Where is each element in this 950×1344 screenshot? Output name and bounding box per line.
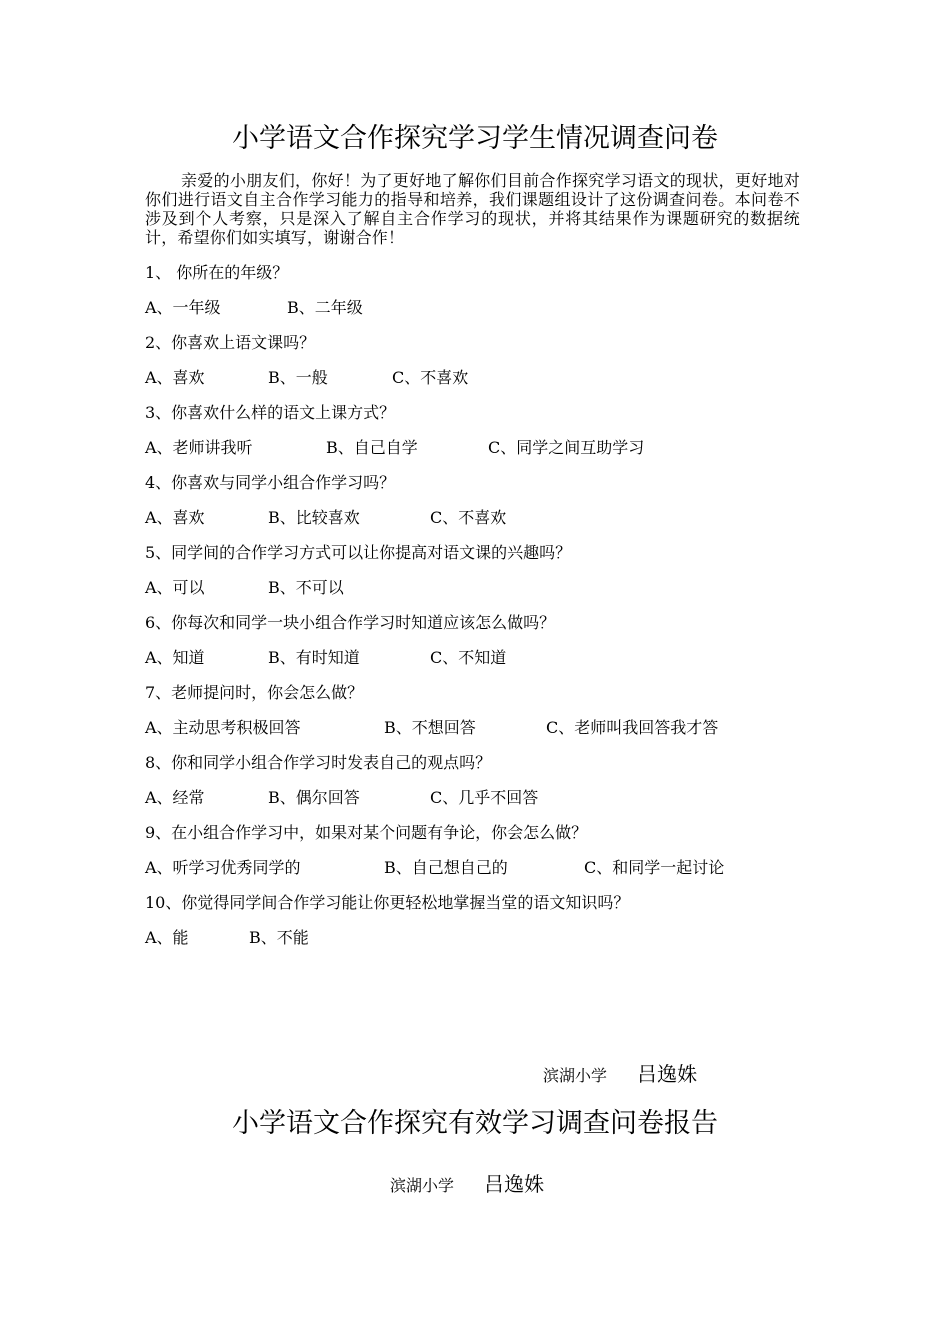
option-10b: B、不能: [249, 928, 309, 947]
option-4c: C、不喜欢: [430, 508, 507, 527]
option-7a: A、主动思考积极回答: [145, 718, 301, 737]
options-2: [145, 368, 468, 388]
question-4: 4、你喜欢与同学小组合作学习吗？: [145, 473, 396, 492]
options-4: [145, 508, 506, 528]
options-5: [145, 578, 344, 598]
report-title: 小学语文合作探究有效学习调查问卷报告: [232, 1108, 718, 1139]
question-1: 1、 你所在的年级？: [145, 263, 289, 282]
report-signature: [390, 1168, 544, 1197]
options-6: [145, 648, 506, 668]
survey-signature: [543, 1058, 697, 1087]
report-school-name: 滨湖小学: [390, 1176, 455, 1195]
option-3b: B、自己自学: [326, 438, 418, 457]
question-7: 7、老师提问时，你会怎么做？: [145, 683, 364, 702]
survey-intro: 亲爱的小朋友们，你好！为了更好地了解你们目前合作探究学习语文的现状，更好地对你们进行语文自主合作学习能力的指导和培养，我们课题组设计了这份调查问卷。本问卷不涉及到个人考察，只是深入了解自主合作学习的现状，并将其结果作为课题研究的数据统计，希望你们如实填写，谢谢合作！: [145, 171, 800, 247]
question-10: 10、你觉得同学间合作学习能让你更轻松地掌握当堂的语文知识吗？: [145, 893, 630, 912]
option-2c: C、不喜欢: [392, 368, 469, 387]
school-name: 滨湖小学: [543, 1066, 608, 1085]
option-8b: B、偶尔回答: [268, 788, 360, 807]
question-3: 3、你喜欢什么样的语文上课方式？: [145, 403, 396, 422]
option-2b: B、一般: [268, 368, 328, 387]
options-7: [145, 718, 718, 738]
question-5: 5、同学间的合作学习方式可以让你提高对语文课的兴趣吗？: [145, 543, 572, 562]
option-5b: B、不可以: [268, 578, 344, 597]
option-5a: A、可以: [145, 578, 205, 597]
option-2a: A、喜欢: [145, 368, 205, 387]
question-8: 8、你和同学小组合作学习时发表自己的观点吗？: [145, 753, 492, 772]
question-9: 9、在小组合作学习中，如果对某个问题有争论，你会怎么做？: [145, 823, 588, 842]
option-4b: B、比较喜欢: [268, 508, 360, 527]
option-7c: C、老师叫我回答我才答: [546, 718, 719, 737]
options-3: [145, 438, 644, 458]
option-9a: A、听学习优秀同学的: [145, 858, 301, 877]
option-7b: B、不想回答: [384, 718, 476, 737]
option-6b: B、有时知道: [268, 648, 360, 667]
report-author-name: 吕逸姝: [484, 1172, 545, 1196]
option-8c: C、几乎不回答: [430, 788, 539, 807]
option-4a: A、喜欢: [145, 508, 205, 527]
option-6c: C、不知道: [430, 648, 507, 667]
author-name: 吕逸姝: [637, 1062, 698, 1086]
option-8a: A、经常: [145, 788, 205, 807]
option-3a: A、老师讲我听: [145, 438, 253, 457]
option-9c: C、和同学一起讨论: [584, 858, 725, 877]
question-6: 6、你每次和同学一块小组合作学习时知道应该怎么做吗？: [145, 613, 556, 632]
option-6a: A、知道: [145, 648, 205, 667]
question-2: 2、你喜欢上语文课吗？: [145, 333, 316, 352]
option-1b: B、二年级: [287, 298, 363, 317]
options-9: [145, 858, 724, 878]
option-9b: B、自己想自己的: [384, 858, 508, 877]
options-1: [145, 298, 363, 318]
options-10: [145, 928, 309, 948]
option-10a: A、能: [145, 928, 189, 947]
option-1a: A、一年级: [145, 298, 221, 317]
options-8: [145, 788, 538, 808]
survey-title: 小学语文合作探究学习学生情况调查问卷: [232, 123, 718, 154]
option-3c: C、同学之间互助学习: [488, 438, 645, 457]
